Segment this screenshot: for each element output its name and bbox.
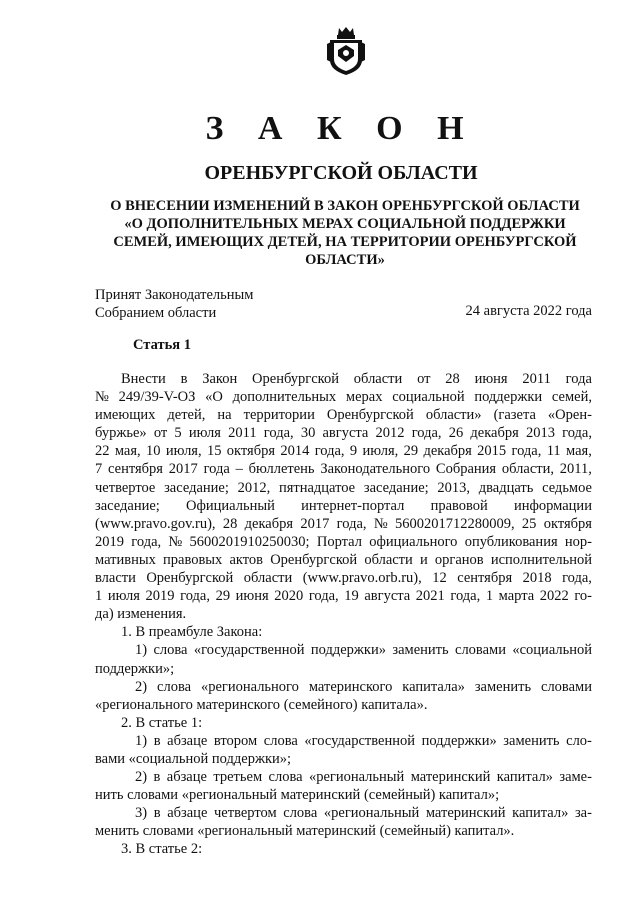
body-line: «регионального материнского (семейного) капитала». — [95, 696, 428, 713]
body-line: власти Оренбургской области (www.pravo.orb.ru), 12 сентября 2018 года, — [95, 570, 592, 587]
body-line: нить словами «региональный материнский (семейный) капитал»; — [95, 787, 500, 804]
body-line: буржье» от 5 июля 2011 года, 30 августа 2012 года, 26 декабря 2013 года, — [95, 425, 592, 442]
body-line: 1. В преамбуле Закона: — [121, 624, 263, 641]
body-line: 1) в абзаце втором слова «государственной поддержки» заменить сло- — [135, 732, 592, 749]
orenburg-coat-of-arms-icon — [325, 26, 367, 76]
adoption-date: 24 августа 2022 года — [465, 303, 592, 319]
body-line: 2) слова «регионального материнского капитала» заменить словами — [135, 678, 592, 695]
body-line: 2019 года, № 5600201910250030; Портал официального опубликования нор- — [95, 533, 592, 550]
article-body — [95, 370, 592, 859]
document-subtitle: ОРЕНБУРГСКОЙ ОБЛАСТИ — [204, 162, 478, 184]
body-line: 3) в абзаце четвертом слова «региональный материнский капитал» за- — [135, 805, 592, 822]
body-line: 3. В статье 2: — [121, 841, 203, 858]
body-line: 1) слова «государственной поддержки» заменить словами «социальной — [135, 642, 592, 659]
body-line: да) изменения. — [95, 606, 187, 623]
adoption-line: Принят Законодательным — [95, 287, 254, 303]
heading-line: О ВНЕСЕНИИ ИЗМЕНЕНИЙ В ЗАКОН ОРЕНБУРГСКОЙ ОБЛАСТИ — [110, 198, 580, 214]
body-line: № 249/39-V-ОЗ «О дополнительных мерах социальной поддержки семей, — [95, 389, 592, 406]
adoption-info — [95, 286, 253, 322]
body-line: имеющих детей, на территории Оренбургской области» (газета «Орен- — [95, 407, 592, 424]
document-title: З А К О Н — [205, 110, 477, 147]
body-line: мативных правовых актов Оренбургской области и органов исполнительной — [95, 551, 592, 568]
heading-line: СЕМЕЙ, ИМЕЮЩИХ ДЕТЕЙ, НА ТЕРРИТОРИИ ОРЕНБУРГСКОЙ — [113, 234, 577, 250]
heading-line: ОБЛАСТИ» — [305, 252, 385, 268]
body-line: 2. В статье 1: — [121, 714, 203, 731]
body-line: заседание; Официальный интернет-портал правовой информации — [95, 497, 592, 514]
heading-line: «О ДОПОЛНИТЕЛЬНЫХ МЕРАХ СОЦИАЛЬНОЙ ПОДДЕРЖКИ — [124, 216, 566, 232]
body-line: 2) в абзаце третьем слова «региональный материнский капитал» заме- — [135, 769, 592, 786]
body-line: 1 июля 2019 года, 29 июня 2020 года, 19 августа 2021 года, 1 марта 2022 го- — [95, 588, 592, 605]
body-line: менить словами «региональный материнский (семейный) капитал». — [95, 823, 515, 840]
body-line: поддержки»; — [95, 660, 175, 677]
article-title: Статья 1 — [133, 337, 191, 353]
body-line: Внести в Закон Оренбургской области от 28 июня 2011 года — [121, 371, 592, 387]
body-line: (www.pravo.gov.ru), 28 декабря 2017 года, № 5600201712280009, 25 октября — [95, 515, 592, 532]
body-line: 22 мая, 10 июля, 15 октября 2014 года, 9 июля, 29 декабря 2015 года, 11 мая, — [95, 443, 592, 460]
body-line: 7 сентября 2017 года – бюллетень Законодательного Собрания области, 2011, — [95, 461, 592, 478]
body-line: четвертое заседание; 2012, пятнадцатое заседание; 2013, двадцать седьмое — [95, 479, 592, 496]
adoption-line: Собранием области — [95, 305, 217, 321]
law-heading — [95, 197, 595, 269]
body-line: вами «социальной поддержки»; — [95, 750, 292, 767]
